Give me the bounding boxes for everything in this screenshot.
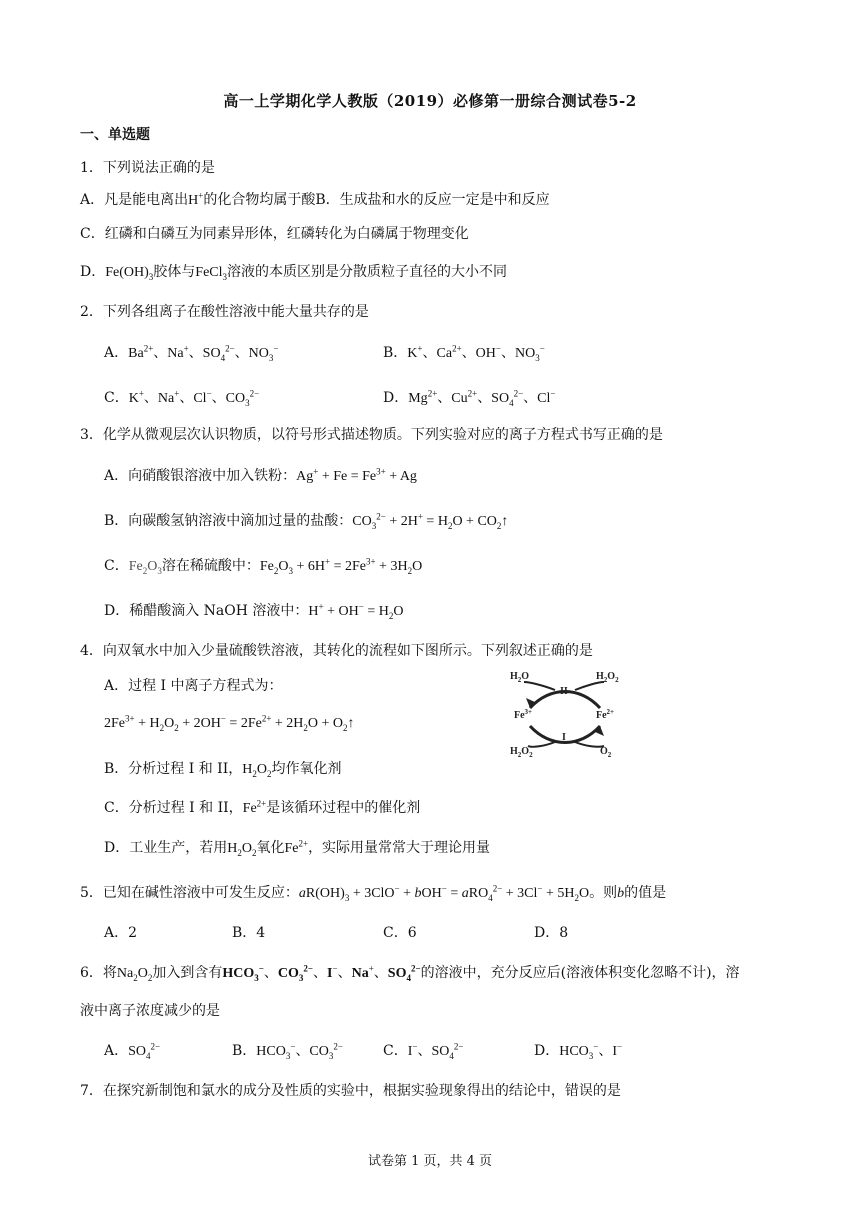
question-4-option-b: B．分析过程 I 和 II，$H_2O_2$均作氧化剂 — [104, 761, 342, 779]
question-6-option-a: A．$SO_4^{2-}$ — [104, 1041, 161, 1061]
question-4-option-d: D．工业生产，若用$H_2O_2$氧化$Fe^{2+}$，实际用量常常大于理论用量 — [104, 838, 491, 858]
question-2-stem: 2．下列各组离子在酸性溶液中能大量共存的是 — [80, 304, 369, 320]
question-1-stem: 1．下列说法正确的是 — [80, 160, 215, 176]
question-6-option-b: B．$HCO_3^-$、$CO_3^{2-}$ — [232, 1041, 343, 1061]
question-2-option-d: D．$Mg^{2+}$、$Cu^{2+}$、$SO_4^{2-}$、Cl− — [383, 388, 556, 408]
page-footer: 试卷第 1 页，共 4 页 — [367, 1154, 493, 1169]
question-3-option-b: B．向碳酸氢钠溶液中滴加过量的盐酸：$CO_3^{2-} + 2H^+ = H_2O$ + $CO_2↑$ — [104, 511, 509, 531]
question-6-option-d: D．$HCO_3^-$、I− — [534, 1041, 623, 1061]
question-4-stem: 4．向双氧水中加入少量硫酸铁溶液，其转化的流程如下图所示。下列叙述正确的是 — [80, 643, 593, 659]
question-1-option-ab: A．凡是能电离出H+的化合物均属于酸B．生成盐和水的反应一定是中和反应 — [80, 190, 550, 208]
question-3-option-d: D．稀醋酸滴入 NaOH 溶液中：$H^+ + OH^- = H_2O$ — [104, 601, 404, 621]
question-7-stem: 7．在探究新制饱和氯水的成分及性质的实验中，根据实验现象得出的结论中，错误的是 — [80, 1083, 621, 1099]
diagram-label-i: I — [562, 732, 566, 743]
diagram-label-ii: II — [560, 686, 568, 697]
question-5-option-b: B．4 — [232, 925, 266, 941]
question-6-stem-line2: 液中离子浓度减少的是 — [80, 1003, 220, 1019]
diagram-label-o2: $O_2$ — [600, 746, 612, 759]
question-3-option-c: C．$Fe_2O_3$溶在稀硫酸中：$Fe_2O_3 + 6H^+ = 2Fe^{3+} + 3H_2O$ — [104, 556, 423, 576]
question-2-option-c: C．K+、Na+、Cl−、$CO_3^{2-}$ — [104, 388, 260, 408]
question-4-option-c: C．分析过程 I 和 II，$Fe^{2+}$是该循环过程中的催化剂 — [104, 798, 421, 816]
question-4-equation: $2Fe^{3+} + H_2O_2 + 2OH^- = 2Fe^{2+} + 2H_2O$ + $O_2↑$ — [104, 713, 355, 733]
page-title: 高一上学期化学人教版（2019）必修第一册综合测试卷5-2 — [223, 92, 637, 110]
catalytic-cycle-diagram — [500, 668, 630, 760]
question-5-option-c: C．6 — [383, 925, 417, 941]
diagram-label-fe2: $Fe^{2+}$ — [596, 708, 615, 721]
question-2-option-b: B．K+、$Ca^{2+}$、OH−、$NO_3^-$ — [383, 343, 545, 363]
question-3-option-a: A．向硝酸银溶液中加入铁粉：$Ag^+ + Fe = Fe^{3+} + Ag$ — [104, 466, 417, 484]
question-2-option-a: A．$Ba^{2+}$、Na+、$SO_4^{2-}$、$NO_3^-$ — [104, 343, 279, 363]
diagram-label-h2o: $H_2O$ — [510, 671, 530, 684]
question-4-option-a: A．过程 I 中离子方程式为： — [104, 678, 283, 694]
question-6-option-c: C．I−、$SO_4^{2-}$ — [383, 1041, 464, 1061]
question-5-option-a: A．2 — [104, 925, 138, 941]
diagram-label-h2o2-top: $H_2O_2$ — [596, 671, 619, 684]
section-heading: 一、单选题 — [80, 127, 150, 143]
question-5-option-d: D．8 — [534, 925, 569, 941]
question-3-stem: 3．化学从微观层次认识物质，以符号形式描述物质。下列实验对应的离子方程式书写正确的是 — [80, 427, 663, 443]
diagram-label-h2o2-bottom: $H_2O_2$ — [510, 746, 533, 759]
question-5-stem: 5．已知在碱性溶液中可发生反应：$aR(OH)_3 + 3ClO^- + bOH^- = aRO_4^{2-} + 3Cl^- + 5H_2O$。则b的值是 — [80, 883, 667, 903]
question-1-option-c: C．红磷和白磷互为同素异形体，红磷转化为白磷属于物理变化 — [80, 226, 469, 242]
question-6-stem: 6．将$Na_2O_2$加入到含有$HCO_3^-$、$CO_3^{2-}$、I−、Na+、$SO_4^{2-}$的溶液中，充分反应后(溶液体积变化忽略不计)，溶 — [80, 963, 740, 983]
question-1-option-d: D．$Fe(OH)_3$胶体与FeCl$_3$溶液的本质区别是分散质粒子直径的大小不同 — [80, 264, 508, 282]
diagram-label-fe3: $Fe^{3+}$ — [514, 708, 533, 721]
